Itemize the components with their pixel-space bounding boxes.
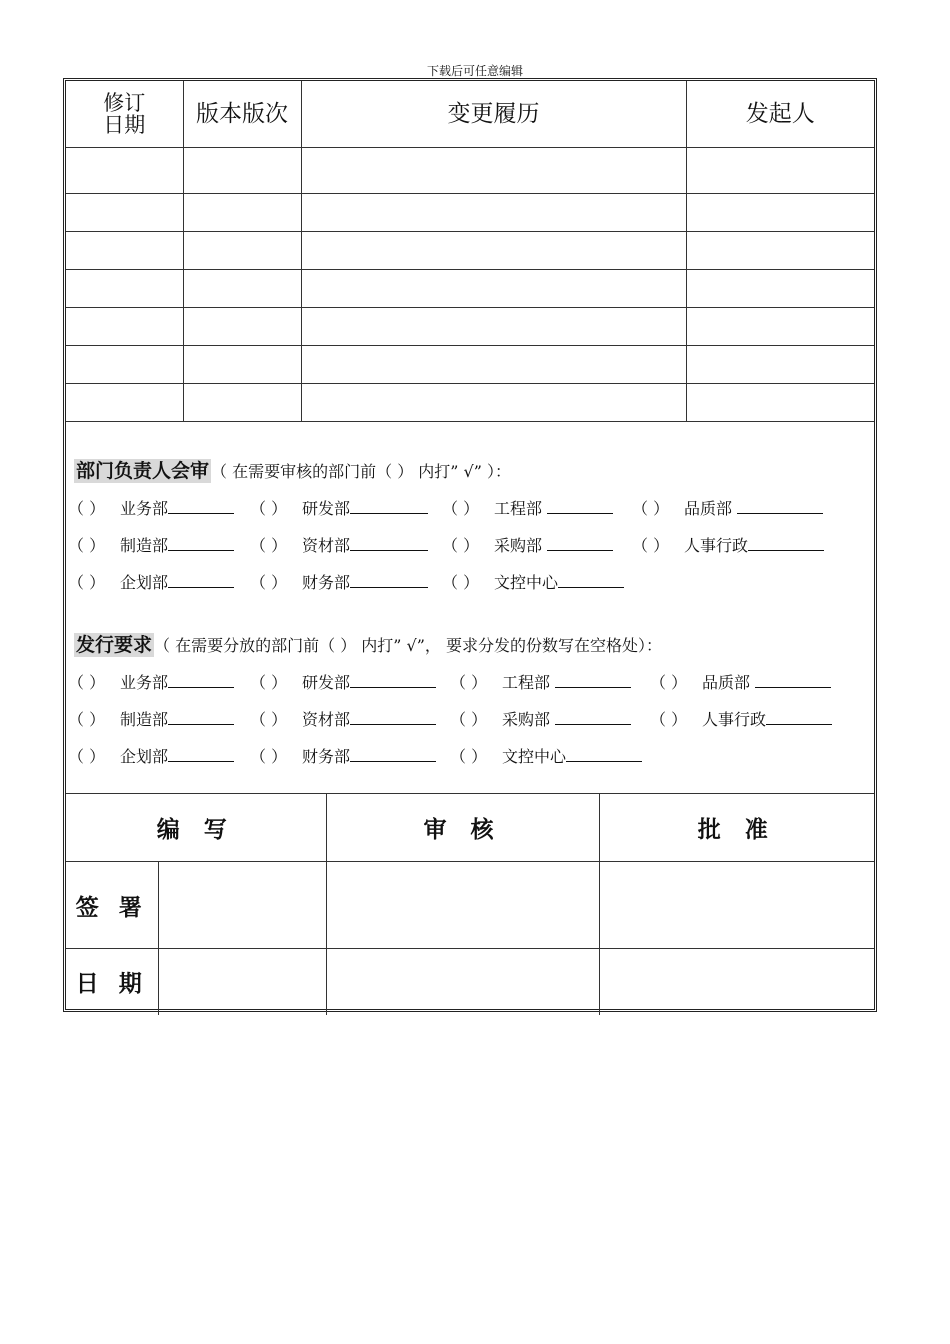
row-label-signature: 签 署 <box>66 862 158 949</box>
review-item-engineering[interactable]: （ ） 工程部 <box>442 496 613 519</box>
col-header-version: 版本版次 <box>183 81 301 147</box>
table-cell[interactable] <box>301 345 686 383</box>
table-cell[interactable] <box>686 383 874 421</box>
table-cell[interactable] <box>66 231 183 269</box>
review-item-rnd[interactable]: （ ） 研发部 <box>250 496 428 519</box>
signature-cell-prepared[interactable] <box>158 862 326 949</box>
review-item-hr-admin[interactable]: （ ） 人事行政 <box>632 533 824 556</box>
row-label-date: 日 期 <box>66 949 158 1015</box>
table-cell[interactable] <box>183 193 301 231</box>
issue-title: 发行要求 <box>76 634 153 656</box>
review-heading <box>74 456 511 483</box>
table-row <box>66 193 874 231</box>
issue-heading <box>74 630 662 657</box>
issue-instruction: （ 在需要分放的部门前（ ） 内打” √”， 要求分发的份数写在空格处）： <box>154 636 663 655</box>
review-item-manufacturing[interactable]: （ ） 制造部 <box>68 533 234 556</box>
table-cell[interactable] <box>183 269 301 307</box>
issue-item-planning[interactable]: （ ） 企划部 <box>68 744 234 767</box>
table-cell[interactable] <box>183 345 301 383</box>
table-cell[interactable] <box>66 307 183 345</box>
table-cell[interactable] <box>183 383 301 421</box>
table-row <box>66 231 874 269</box>
table-row <box>66 383 874 421</box>
table-row <box>66 345 874 383</box>
col-header-approved: 批 准 <box>599 794 874 862</box>
table-row <box>66 269 874 307</box>
table-row <box>66 307 874 345</box>
review-title: 部门负责人会审 <box>76 460 210 482</box>
table-cell[interactable] <box>301 383 686 421</box>
signature-cell-reviewed[interactable] <box>326 862 599 949</box>
table-cell[interactable] <box>686 147 874 193</box>
table-cell[interactable] <box>301 193 686 231</box>
table-cell[interactable] <box>66 345 183 383</box>
col-header-reviewed: 审 核 <box>326 794 599 862</box>
issue-item-manufacturing[interactable]: （ ） 制造部 <box>68 707 234 730</box>
col-header-revision-date-line1: 修订 <box>103 90 146 115</box>
review-instruction: （ 在需要审核的部门前（ ） 内打” √” ）： <box>211 462 512 481</box>
table-cell[interactable] <box>301 231 686 269</box>
form-frame <box>63 78 877 1012</box>
table-cell[interactable] <box>66 383 183 421</box>
issue-item-finance[interactable]: （ ） 财务部 <box>250 744 436 767</box>
table-cell[interactable] <box>686 345 874 383</box>
review-item-doc-control[interactable]: （ ） 文控中心 <box>442 570 624 593</box>
date-cell-approved[interactable] <box>599 949 874 1015</box>
signature-table <box>66 793 874 1015</box>
issue-item-purchasing[interactable]: （ ） 采购部 <box>450 707 631 730</box>
table-cell[interactable] <box>183 147 301 193</box>
table-row <box>66 147 874 193</box>
review-item-planning[interactable]: （ ） 企划部 <box>68 570 234 593</box>
table-cell[interactable] <box>686 307 874 345</box>
issue-item-quality[interactable]: （ ） 品质部 <box>650 670 831 693</box>
issue-item-business[interactable]: （ ） 业务部 <box>68 670 234 693</box>
table-cell[interactable] <box>66 269 183 307</box>
table-cell[interactable] <box>686 193 874 231</box>
review-item-business[interactable]: （ ） 业务部 <box>68 496 234 519</box>
table-cell[interactable] <box>301 147 686 193</box>
review-item-purchasing[interactable]: （ ） 采购部 <box>442 533 613 556</box>
col-header-initiator: 发起人 <box>686 81 874 147</box>
table-cell[interactable] <box>301 269 686 307</box>
date-cell-reviewed[interactable] <box>326 949 599 1015</box>
table-cell[interactable] <box>301 307 686 345</box>
issue-item-engineering[interactable]: （ ） 工程部 <box>450 670 631 693</box>
issue-item-rnd[interactable]: （ ） 研发部 <box>250 670 436 693</box>
review-item-quality[interactable]: （ ） 品质部 <box>632 496 823 519</box>
date-row <box>66 949 874 1015</box>
revision-table <box>66 81 874 422</box>
review-item-finance[interactable]: （ ） 财务部 <box>250 570 428 593</box>
col-header-revision-date <box>66 81 183 147</box>
table-cell[interactable] <box>686 269 874 307</box>
date-cell-prepared[interactable] <box>158 949 326 1015</box>
table-cell[interactable] <box>183 307 301 345</box>
issue-item-doc-control[interactable]: （ ） 文控中心 <box>450 744 642 767</box>
signature-row <box>66 862 874 949</box>
table-cell[interactable] <box>66 147 183 193</box>
issue-item-hr-admin[interactable]: （ ） 人事行政 <box>650 707 832 730</box>
col-header-revision-date-line2: 日期 <box>103 112 146 137</box>
signature-cell-approved[interactable] <box>599 862 874 949</box>
col-header-prepared: 编 写 <box>66 794 326 862</box>
table-cell[interactable] <box>183 231 301 269</box>
table-cell[interactable] <box>686 231 874 269</box>
table-cell[interactable] <box>66 193 183 231</box>
issue-item-materials[interactable]: （ ） 资材部 <box>250 707 436 730</box>
header-note: 下载后可任意编辑 <box>426 64 523 78</box>
col-header-change-history: 变更履历 <box>301 81 686 147</box>
review-item-materials[interactable]: （ ） 资材部 <box>250 533 428 556</box>
